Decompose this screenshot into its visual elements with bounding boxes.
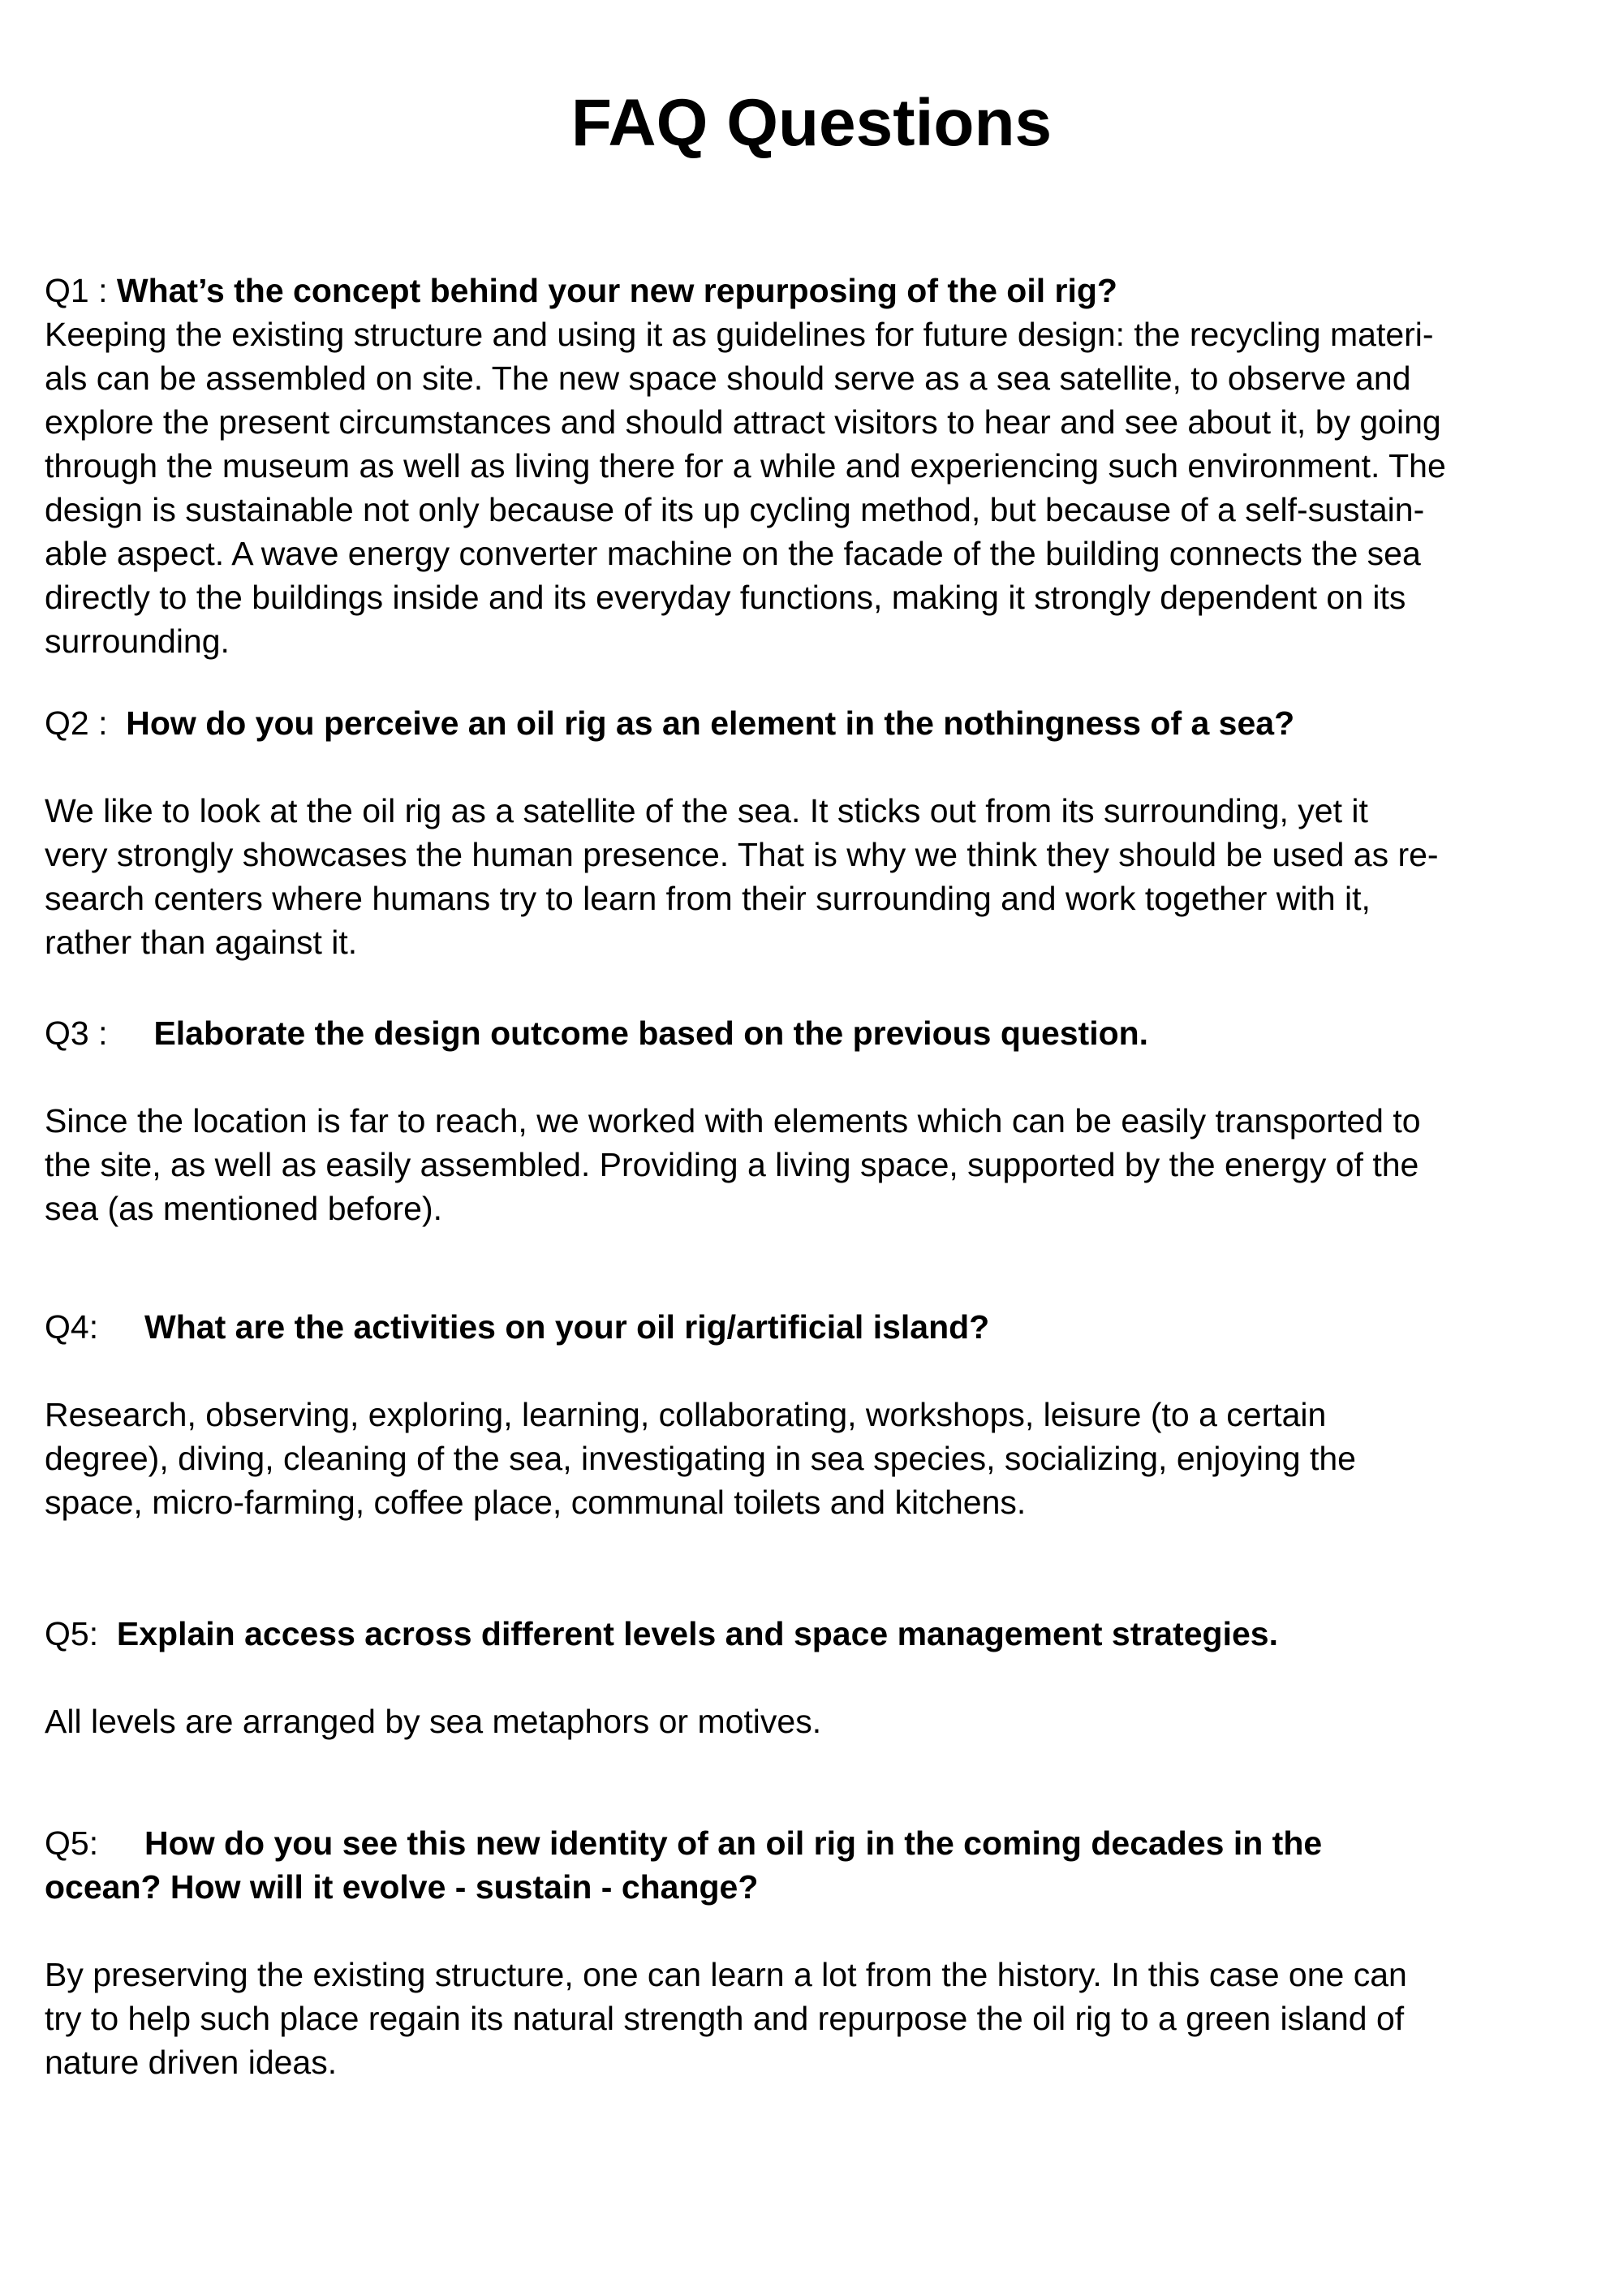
faq-question	[45, 1305, 1586, 1349]
faq-item-2	[45, 701, 1586, 964]
faq-item-6	[45, 1821, 1586, 2084]
faq-answer: We like to look at the oil rig as a satellite of the sea. It sticks out from its surrounding, yet it very strongly showcases the human presence. That is why we think they should be used as re- search centers where humans try to learn from their surrounding and work together with it, rather than against it.	[45, 792, 1439, 961]
question-number: Q1 :	[45, 272, 117, 309]
faq-answer: By preserving the existing structure, one can learn a lot from the history. In this case one can try to help such place regain its natural strength and repurpose the oil rig to a green island of nature driven ideas.	[45, 1956, 1407, 2081]
question-number: Q5:	[45, 1615, 117, 1652]
faq-item-3	[45, 1011, 1586, 1230]
question-number: Q3 :	[45, 1014, 154, 1052]
question-number: Q4:	[45, 1308, 145, 1346]
question-text: How do you see this new identity of an oil rig in the coming decades in the ocean? How will it evolve - sustain - change?	[45, 1824, 1323, 1906]
question-text: Explain access across different levels and space management strategies.	[116, 1615, 1278, 1652]
faq-question	[45, 1821, 1586, 1909]
question-text: Elaborate the design outcome based on the previous question.	[153, 1014, 1149, 1052]
faq-item-5	[45, 1612, 1586, 1743]
faq-answer: Keeping the existing structure and using it as guidelines for future design: the recycling materi- als can be assembled on site. The new space should serve as a sea satellite, to observe and explore the present circumstances and should attract visitors to hear and see about it, by going through the museum as well as living there for a while and experiencing such environment. The design is sustainable not only because of its up cycling method, but because of a self-sustain- able aspect. A wave energy converter machine on the facade of the building connects the sea directly to the buildings inside and its everyday functions, making it strongly dependent on its surrounding.	[45, 316, 1446, 660]
faq-question	[45, 269, 1586, 312]
faq-answer: Since the location is far to reach, we worked with elements which can be easily transported to the site, as well as easily assembled. Providing a living space, supported by the energy of the sea (as mentioned before).	[45, 1102, 1421, 1227]
page-title: FAQ Questions	[570, 86, 1053, 160]
question-text: What’s the concept behind your new repurposing of the oil rig?	[116, 272, 1117, 309]
question-text: How do you perceive an oil rig as an element in the nothingness of a sea?	[126, 704, 1295, 742]
question-number: Q2 :	[45, 704, 127, 742]
faq-answer: Research, observing, exploring, learning, collaborating, workshops, leisure (to a certain degree), diving, cleaning of the sea, investigating in sea species, socializing, enjoying the space, micro-farming, coffee place, communal toilets and kitchens.	[45, 1396, 1356, 1521]
faq-question	[45, 701, 1586, 745]
faq-question	[45, 1011, 1586, 1055]
question-number: Q5:	[45, 1824, 145, 1862]
faq-answer: All levels are arranged by sea metaphors or motives.	[45, 1703, 822, 1740]
question-text: What are the activities on your oil rig/artificial island?	[144, 1308, 990, 1346]
faq-item-4	[45, 1305, 1586, 1524]
faq-question	[45, 1612, 1586, 1656]
faq-item-1	[45, 269, 1586, 663]
